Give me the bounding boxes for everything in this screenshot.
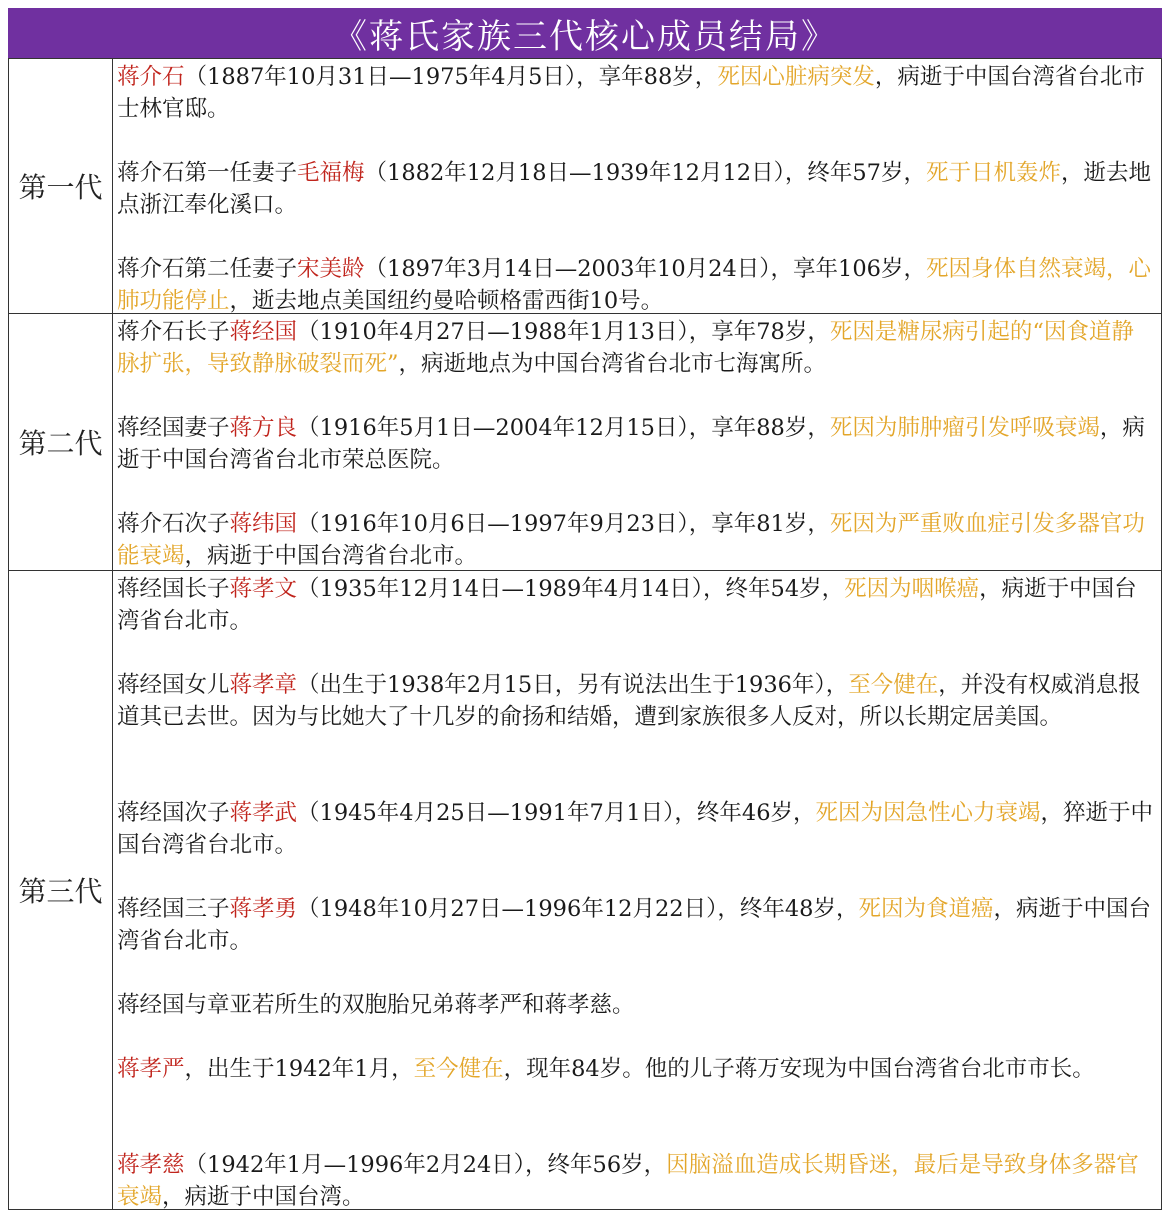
member-entry: 蒋经国三子蒋孝勇（1948年10月27日—1996年12月22日），终年48岁，死因为食道癌，病逝于中国台湾省台北市。 — [117, 896, 1151, 954]
member-entry: 蒋介石长子蒋经国（1910年4月27日—1988年1月13日），享年78岁，死因是糖尿病引起的“因食道静脉扩张，导致静脉破裂而死”，病逝地点为中国台湾省台北市七海寓所。 — [117, 319, 1134, 377]
death-cause: 死因身体自然衰竭，心肺功能停止 — [117, 256, 1151, 314]
member-entry: 蒋经国次子蒋孝武（1945年4月25日—1991年7月1日），终年46岁，死因为因急性心力衰竭，猝逝于中国台湾省台北市。 — [117, 800, 1154, 858]
member-entry: 蒋孝严，出生于1942年1月，至今健在，现年84岁。他的儿子蒋万安现为中国台湾省台北市市长。 — [117, 1056, 1095, 1082]
member-name: 宋美龄 — [297, 256, 365, 282]
death-cause: 死因为肺肿瘤引发呼吸衰竭 — [829, 415, 1100, 441]
page-title: 《蒋氏家族三代核心成员结局》 — [8, 8, 1162, 58]
generation-body — [117, 59, 1155, 313]
member-name: 蒋孝慈 — [117, 1152, 185, 1178]
member-name: 蒋经国 — [229, 319, 298, 345]
generation-row-2 — [9, 314, 1161, 571]
member-entry: 蒋介石第二任妻子宋美龄（1897年3月14日—2003年10月24日），享年106岁，死因身体自然衰竭，心肺功能停止，逝去地点美国纽约曼哈顿格雷西街10号。 — [117, 256, 1151, 314]
member-name: 蒋纬国 — [229, 511, 298, 537]
member-entry: 蒋经国女儿蒋孝章（出生于1938年2月15日，另有说法出生于1936年），至今健在，并没有权威消息报道其已去世。因为与比她大了十几岁的俞扬和结婚，遭到家族很多人反对，所以长期定居美国。 — [117, 672, 1141, 730]
death-cause: 死因是糖尿病引起的“因食道静脉扩张，导致静脉破裂而死” — [117, 319, 1134, 377]
generation-row-1 — [9, 59, 1161, 314]
generation-label: 第三代 — [9, 571, 113, 1209]
member-name: 蒋孝严 — [117, 1056, 185, 1082]
member-name: 毛福梅 — [297, 160, 365, 186]
member-entry: 蒋介石第一任妻子毛福梅（1882年12月18日—1939年12月12日），终年57岁，死于日机轰炸，逝去地点浙江奉化溪口。 — [117, 160, 1151, 218]
member-name: 蒋孝武 — [229, 800, 298, 826]
generation-body — [117, 314, 1155, 570]
generation-row-3 — [9, 571, 1161, 1209]
member-entry: 蒋介石（1887年10月31日—1975年4月5日），享年88岁，死因心脏病突发，病逝于中国台湾省台北市士林官邸。 — [117, 64, 1145, 122]
generation-label: 第二代 — [9, 314, 113, 570]
death-cause: 死因为食道癌 — [858, 896, 994, 922]
death-cause: 至今健在 — [848, 672, 939, 698]
member-name: 蒋孝文 — [229, 576, 298, 602]
member-name: 蒋方良 — [229, 415, 298, 441]
death-cause: 死因为因急性心力衰竭 — [815, 800, 1041, 826]
death-cause: 至今健在 — [413, 1056, 504, 1082]
death-cause: 死于日机轰炸 — [925, 160, 1061, 186]
generation-body — [117, 571, 1155, 1209]
generation-label: 第一代 — [9, 59, 113, 313]
death-cause: 死因心脏病突发 — [717, 64, 875, 90]
member-name: 蒋孝章 — [229, 672, 298, 698]
death-cause: 死因为严重败血症引发多器官功能衰竭 — [117, 511, 1145, 569]
member-name: 蒋介石 — [117, 64, 185, 90]
member-name: 蒋孝勇 — [229, 896, 298, 922]
generations-table — [8, 58, 1162, 1210]
member-entry: 蒋介石次子蒋纬国（1916年10月6日—1997年9月23日），享年81岁，死因为严重败血症引发多器官功能衰竭，病逝于中国台湾省台北市。 — [117, 511, 1145, 569]
death-cause: 因脑溢血造成长期昏迷，最后是导致身体多器官衰竭 — [117, 1152, 1139, 1210]
member-entry: 蒋孝慈（1942年1月—1996年2月24日），终年56岁，因脑溢血造成长期昏迷，最后是导致身体多器官衰竭，病逝于中国台湾。 — [117, 1152, 1139, 1210]
death-cause: 死因为咽喉癌 — [844, 576, 980, 602]
member-entry: 蒋经国长子蒋孝文（1935年12月14日—1989年4月14日），终年54岁，死因为咽喉癌，病逝于中国台湾省台北市。 — [117, 576, 1137, 634]
member-entry: 蒋经国妻子蒋方良（1916年5月1日—2004年12月15日），享年88岁，死因为肺肿瘤引发呼吸衰竭，病逝于中国台湾省台北市荣总医院。 — [117, 415, 1145, 473]
member-entry: 蒋经国与章亚若所生的双胞胎兄弟蒋孝严和蒋孝慈。 — [117, 992, 635, 1018]
